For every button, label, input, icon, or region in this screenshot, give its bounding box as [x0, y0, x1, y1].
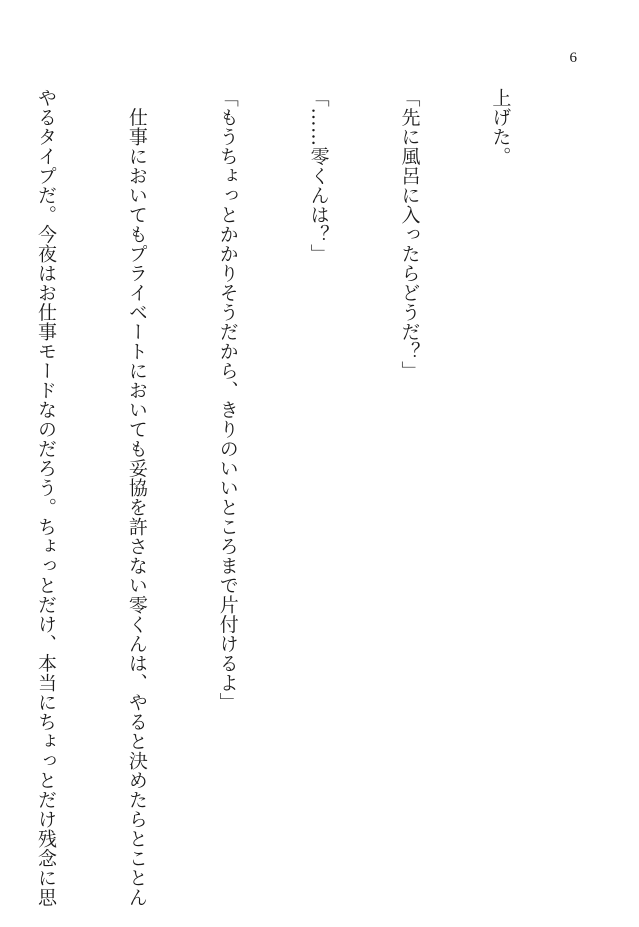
text-line: 仕事においてもプライベートにおいても妥協を許さない零くんは、やると決めたらとことん — [125, 88, 148, 907]
text-line: 「もうちょっとかかりそうだから、きりのいいところまで片付けるよ」 — [216, 88, 239, 712]
text-line: 「……零くんは？」 — [307, 88, 330, 264]
text-line: やるタイプだ。今夜はお仕事モードなのだろう。ちょっとだけ、本当にちょっとだけ残念に思 — [34, 88, 57, 907]
text-line: 「先に風呂に入ったらどうだ？」 — [398, 88, 421, 381]
text-line: 上げた。 — [489, 88, 512, 166]
page-number: 6 — [569, 50, 577, 66]
body-text — [0, 88, 576, 907]
